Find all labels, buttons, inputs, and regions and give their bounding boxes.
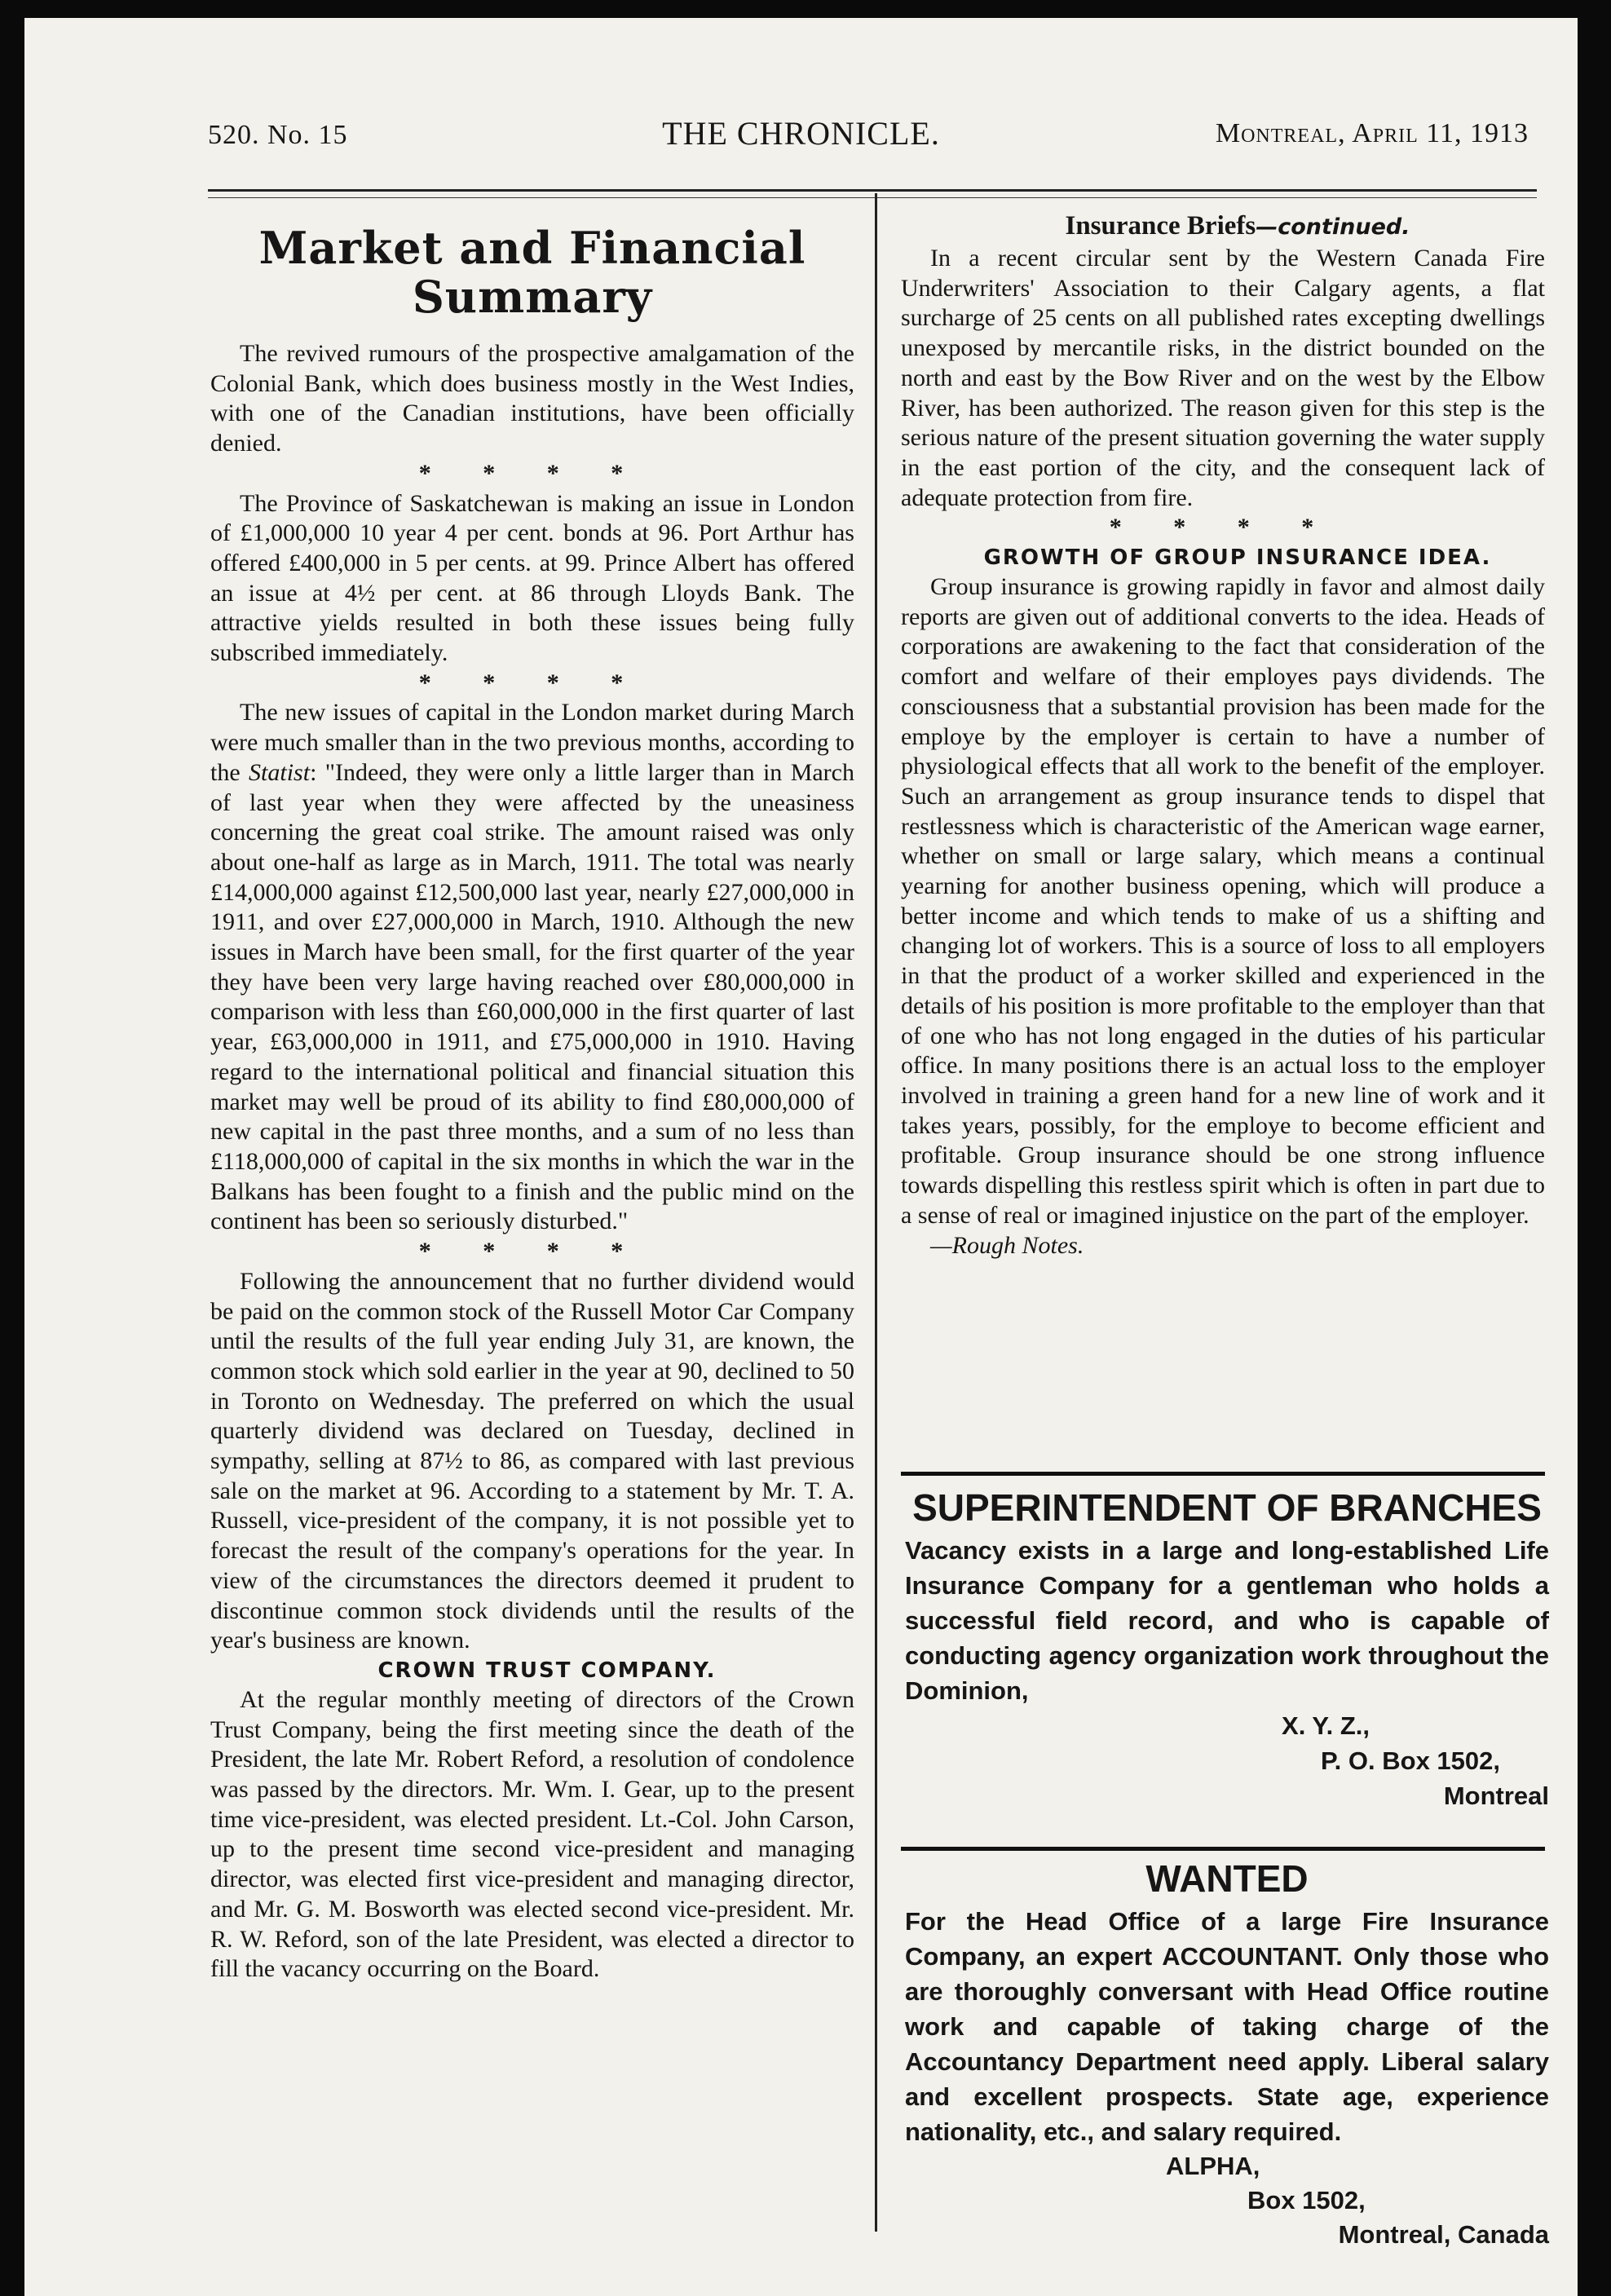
advertisement-superintendent (905, 1486, 1549, 1813)
ad-body: Vacancy exists in a large and long-established Life Insurance Company for a gentleman who holds a successful field record, and who is capable of conducting agency organization work throughout the Dominion, (905, 1536, 1549, 1705)
article-source: —Rough Notes. (930, 1231, 1084, 1259)
page-header (24, 18, 1578, 173)
article-paragraph: The new issues of capital in the London market during March were much smaller than in the two previous months, according to the Statist: "Indeed, they were only a little larger than in March of last year when they were affected by the uneasiness concerning the great coal strike. The amount raised was only about one-half as large as in March, 1911. The total was nearly £14,000,000 against £12,500,000 last year, nearly £27,000,000 in 1911, and over £27,000,000 in March, 1910. Although the new issues in March have been small, for the first quarter of the year they have been very large having reached over £80,000,000 in comparison with less than £60,000,000 in the first quarter of last year, £63,000,000 in 1911, and £75,000,000 in 1910. Having regard to the international political and financial situation this market may well be proud of its ability to find £80,000,000 of new capital in the past three months, and a sum of no less than £118,000,000 of capital in the six months in which the war in the Balkans has been fought to a finish and the public mind on the continent has been so seriously disturbed." (210, 699, 854, 1235)
section-separator: * * * * (418, 669, 647, 696)
publication-reference: Statist (249, 758, 311, 786)
header-rule-thin (208, 197, 1537, 198)
ad-title: WANTED (1145, 1857, 1309, 1900)
ad-city: Montreal (1443, 1782, 1549, 1810)
advertisement-wanted (905, 1857, 1549, 2252)
right-column (901, 210, 1545, 1261)
article-paragraph: Group insurance is growing rapidly in favor and almost daily reports are given out of additional converts to the idea. Heads of corporations are awakening to the fact that consideration of the comfort and welfare of their employes pays dividends. The consciousness that a substantial provision has been made for the employe by the employer is certain to have a number of physiological effects that all work to the benefit of the employer. Such an arrangement as group insurance tends to dispel that restlessness which is characteristic of the American wage earner, whether on small or large salary, which means a continual yearning for another business opening, which will produce a better income and which tends to make of us a shifting and changing lot of workers. This is a source of loss to all employers in that the product of a worker skilled and experienced in the details of his position is more profitable to the employer than that of one who has not long engaged in the duties of his particular office. In many positions there is an actual loss to the employer involved in training a green hand for a new line of work and it takes years, possibly, for the employe to become efficient and profitable. Group insurance should be one strong influence towards dispelling this restless spirit which is often in part due to a sense of real or imagined injustice on the part of the employer. (901, 573, 1545, 1229)
section-heading: Insurance Briefs—continued. (1065, 211, 1410, 241)
ad-address: Box 1502, (1247, 2186, 1366, 2214)
article-heading: CROWN TRUST COMPANY. (377, 1658, 717, 1683)
header-rule (208, 189, 1537, 192)
section-separator: * * * * (418, 459, 647, 487)
ad-title: SUPERINTENDENT OF BRANCHES (912, 1486, 1542, 1529)
ad-rule (901, 1847, 1545, 1851)
section-title: Market and Financial Summary (258, 222, 806, 323)
ad-city: Montreal, Canada (1338, 2220, 1549, 2249)
ad-signature: X. Y. Z., (1282, 1711, 1370, 1740)
article-heading: GROWTH OF GROUP INSURANCE IDEA. (983, 545, 1492, 571)
left-column (210, 223, 854, 1985)
publication-title: THE CHRONICLE. (662, 115, 940, 152)
page-number: 520. No. 15 (208, 120, 348, 150)
ad-rule (901, 1472, 1545, 1476)
article-paragraph: The Province of Saskatchewan is making an issue in London of £1,000,000 10 year 4 per cent. bonds at 96. Port Arthur has offered £400,000 in 5 per cents. at 99. Prince Albert has offered an issue at 4½ per cent. at 86 through Lloyds Bank. The attractive yields resulted in both these issues being fully subscribed immediately. (210, 489, 854, 667)
column-divider (875, 193, 877, 2232)
newspaper-page (24, 18, 1578, 2296)
ad-signature: ALPHA, (1166, 2152, 1260, 2180)
date-line: Montreal, April 11, 1913 (1215, 118, 1529, 148)
ad-address: P. O. Box 1502, (1321, 1746, 1500, 1775)
article-paragraph: In a recent circular sent by the Western Canada Fire Underwriters' Association to their Calgary agents, a flat surcharge of 25 cents on all published rates excepting dwellings unexposed by mercantile risks, in the district bounded on the north and east by the Bow River and on the west by the Elbow River, has been authorized. The reason given for this step is the serious nature of the present situation governing the water supply in the east portion of the city, and the consequent lack of adequate protection from fire. (901, 245, 1545, 511)
article-paragraph: The revived rumours of the prospective amalgamation of the Colonial Bank, which does business mostly in the West Indies, with one of the Canadian institutions, have been officially denied. (210, 340, 854, 457)
article-paragraph: Following the announcement that no further dividend would be paid on the common stock of the Russell Motor Car Company until the results of the full year ending July 31, are known, the common stock which sold earlier in the year at 90, declined to 50 in Toronto on Wednesday. The preferred on which the usual quarterly dividend was declared on Tuesday, declined in sympathy, selling at 87½ to 86, as compared with last previous sale on the market at 96. According to a statement by Mr. T. A. Russell, vice-president of the company, it is not possible yet to forecast the result of the company's operations for the year. In view of the circumstances the directors deemed it prudent to discontinue common stock dividends until the results of the year's business are known. (210, 1267, 854, 1654)
section-separator: * * * * (418, 1238, 647, 1265)
section-separator: * * * * (1109, 514, 1337, 541)
article-paragraph: At the regular monthly meeting of directors of the Crown Trust Company, being the first meeting since the death of the President, the late Mr. Robert Reford, a resolution of condolence was passed by the directors. Mr. Wm. I. Gear, up to the present time vice-president, was elected president. Lt.-Col. John Carson, up to the present time second vice-president and managing director, was elected first vice-president and managing director, and Mr. G. M. Bosworth was elected second vice-president. Mr. R. W. Reford, son of the late President, was elected a director to fill the vacancy occurring on the Board. (210, 1685, 854, 1983)
ad-body: For the Head Office of a large Fire Insurance Company, an expert ACCOUNTANT. Only those who are thoroughly conversant with Head Office routine work and capable of taking charge of the Accountancy Department need apply. Liberal salary and excellent prospects. State age, experience nationality, etc., and salary required. (905, 1907, 1549, 2146)
